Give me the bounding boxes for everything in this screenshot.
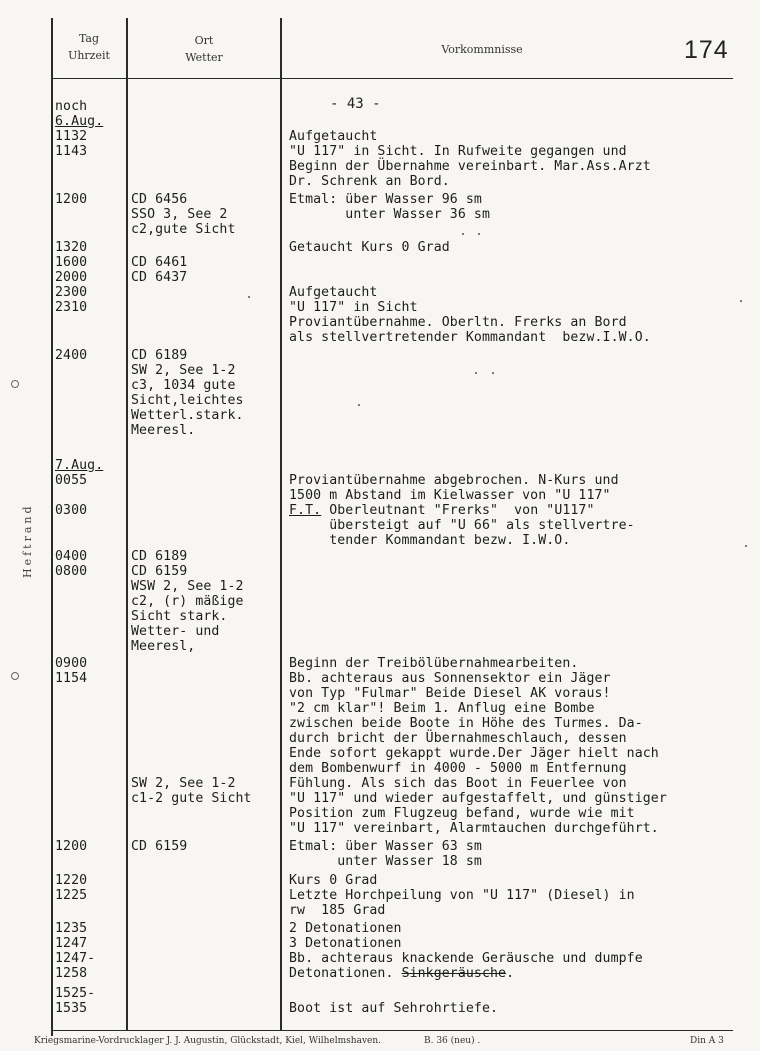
entry-event (289, 473, 619, 488)
scan-speck (740, 300, 742, 302)
punch-hole-bottom (11, 672, 19, 680)
bottom-rule (51, 1030, 733, 1031)
entry-event-text: von Typ "Fulmar" Beide Diesel AK voraus! (289, 686, 611, 701)
entry-weather: CD 6189 (131, 549, 188, 564)
entry-time: 0900 (55, 656, 88, 671)
entry-event-text: 3 Detonationen (289, 936, 402, 951)
entry-time: 2000 (55, 270, 88, 285)
entry-time: 1247- (55, 951, 96, 966)
entry-weather: Sicht stark. (131, 609, 228, 624)
header-tag: Tag (78, 32, 100, 45)
punch-hole-top (11, 380, 19, 388)
entry-weather: CD 6456 (131, 192, 188, 207)
scan-speck (462, 233, 464, 235)
header-wetter: Wetter (185, 51, 223, 64)
entry-event (289, 503, 595, 518)
entry-event-text: "2 cm klar"! Beim 1. Anflug eine Bombe (289, 701, 595, 716)
entry-event (289, 330, 651, 345)
entry-event-text: Bb. achteraus knackende Geräusche und dumpfe (289, 951, 643, 966)
entry-event-text: Etmal: über Wasser 96 sm (289, 192, 482, 207)
left-margin-line (51, 18, 53, 1036)
entry-weather: SW 2, See 1-2 (131, 776, 236, 791)
entry-time: 1535 (55, 1001, 88, 1016)
entry-event-text: Getaucht Kurs 0 Grad (289, 240, 450, 255)
entry-event (289, 921, 402, 936)
entry-weather: WSW 2, See 1-2 (131, 579, 244, 594)
entry-event (289, 791, 667, 806)
entry-time: 1220 (55, 873, 88, 888)
entry-event (289, 966, 514, 981)
entry-time: 2300 (55, 285, 88, 300)
header-events-label: Vorkommnisse (441, 43, 523, 56)
time-column-divider (126, 18, 128, 1030)
entry-event-text: tender Kommandant bezw. I.W.O. (289, 533, 571, 548)
entry-time: 2400 (55, 348, 88, 363)
entry-event (289, 839, 482, 854)
footer-paper-size: Din A 3 (690, 1036, 724, 1046)
entry-event-text: Detonationen. (289, 966, 402, 981)
entry-event (289, 518, 635, 533)
entry-event (289, 761, 627, 776)
header-time-label (52, 30, 126, 64)
entry-event-text: rw 185 Grad (289, 903, 386, 918)
entry-event-text: Oberleutnant "Frerks" von "U117" (321, 503, 595, 518)
entry-event (289, 936, 402, 951)
entry-weather: c2,gute Sicht (131, 222, 236, 237)
entry-event-text: durch bricht der Übernahmeschlauch, dessen (289, 731, 627, 746)
header-place-label (128, 32, 280, 66)
entry-event-text: Letzte Horchpeilung von "U 117" (Diesel) in (289, 888, 635, 903)
entry-event-text: zwischen beide Boote in Höhe des Turmes. Da- (289, 716, 643, 731)
entry-event (289, 671, 611, 686)
entry-event-text: übersteigt auf "U 66" als stellvertre- (289, 518, 635, 533)
page-number: 174 (684, 36, 729, 64)
entry-event-text: Bb. achteraus aus Sonnensektor ein Jäger (289, 671, 611, 686)
header-ort: Ort (194, 34, 214, 47)
entry-time: 1225 (55, 888, 88, 903)
entry-event-tail: . (506, 966, 515, 981)
entry-event-text: Proviantübernahme. Oberltn. Frerks an Bord (289, 315, 627, 330)
entry-event (289, 159, 651, 174)
entry-event (289, 821, 659, 836)
entry-event-struck: Sinkgeräusche (401, 966, 507, 981)
entry-event (289, 951, 643, 966)
entry-time: 1200 (55, 839, 88, 854)
entry-time: 1600 (55, 255, 88, 270)
entry-event-text: 2 Detonationen (289, 921, 402, 936)
entry-weather: Wetter- und (131, 624, 220, 639)
entry-event (289, 888, 635, 903)
entry-event (289, 533, 570, 548)
entry-weather: c3, 1034 gute (131, 378, 236, 393)
footer-form-number: B. 36 (neu) . (424, 1036, 481, 1046)
header-uhrzeit: Uhrzeit (68, 49, 110, 62)
entry-event-text: Ende sofort gekappt wurde.Der Jäger hielt nach (289, 746, 659, 761)
entry-weather: CD 6189 (131, 348, 188, 363)
scan-speck (475, 372, 477, 374)
entry-event-text: Position zum Flugzeug befand, wurde wie mit (289, 806, 635, 821)
entry-event-text: Fühlung. Als sich das Boot in Feuerlee von (289, 776, 627, 791)
entry-event (289, 854, 482, 869)
entry-event (289, 240, 450, 255)
entry-event-text: Etmal: über Wasser 63 sm (289, 839, 482, 854)
scan-speck (478, 233, 480, 235)
entry-event-text: "U 117" in Sicht. In Rufweite gegangen und (289, 144, 627, 159)
scan-speck (492, 372, 494, 374)
entry-time: noch (55, 99, 88, 114)
entry-time: 0400 (55, 549, 88, 564)
entry-event (289, 144, 627, 159)
entry-event (289, 731, 627, 746)
scan-speck (248, 296, 250, 298)
entry-event (289, 806, 635, 821)
scan-speck (745, 545, 747, 547)
entry-event-text: Boot ist auf Sehrohrtiefe. (289, 1001, 499, 1016)
entry-event (289, 903, 385, 918)
entry-time: 1200 (55, 192, 88, 207)
entry-event (289, 315, 627, 330)
footer-printer: Kriegsmarine-Vordrucklager J. J. Augustin, Glückstadt, Kiel, Wilhelmshaven. (34, 1036, 382, 1046)
entry-time: 0055 (55, 473, 88, 488)
entry-event (289, 873, 377, 888)
entry-event-text: Proviantübernahme abgebrochen. N-Kurs und (289, 473, 619, 488)
entry-event-text: unter Wasser 36 sm (289, 207, 490, 222)
entry-event-text: Beginn der Übernahme vereinbart. Mar.Ass.Arzt (289, 159, 651, 174)
entry-time: 1525- (55, 986, 96, 1001)
entry-time: 1320 (55, 240, 88, 255)
entry-time: 2310 (55, 300, 88, 315)
scan-speck (358, 404, 360, 406)
entry-time: 1132 (55, 129, 88, 144)
page-mark: - 43 - (330, 96, 381, 112)
entry-event-text: Aufgetaucht (289, 129, 378, 144)
entry-weather: CD 6437 (131, 270, 188, 285)
entry-event-text: "U 117" und wieder aufgestaffelt, und günstiger (289, 791, 667, 806)
entry-event (289, 285, 377, 300)
entry-event-text: "U 117" in Sicht (289, 300, 418, 315)
entry-event-text: Aufgetaucht (289, 285, 378, 300)
entry-event-text: dem Bombenwurf in 4000 - 5000 m Entfernung (289, 761, 627, 776)
entry-time: 7.Aug. (55, 458, 104, 473)
entry-time: 0800 (55, 564, 88, 579)
entry-event-text: 1500 m Abstand im Kielwasser von "U 117" (289, 488, 611, 503)
entry-time: 1235 (55, 921, 88, 936)
entry-event (289, 776, 627, 791)
entry-time: 1154 (55, 671, 88, 686)
entry-weather: Sicht,leichtes (131, 393, 244, 408)
entry-weather: CD 6159 (131, 839, 188, 854)
entry-weather: CD 6159 (131, 564, 188, 579)
entry-weather: c2, (r) mäßige (131, 594, 244, 609)
place-column-divider (280, 18, 282, 1030)
entry-event (289, 701, 595, 716)
entry-event-prefix: F.T. (289, 503, 322, 518)
side-label: Heftrand (21, 503, 34, 578)
entry-time: 1247 (55, 936, 88, 951)
entry-weather: Meeresl, (131, 639, 196, 654)
entry-weather: CD 6461 (131, 255, 188, 270)
entry-event (289, 192, 482, 207)
entry-time: 1143 (55, 144, 88, 159)
entry-event (289, 1001, 498, 1016)
entry-event (289, 656, 578, 671)
entry-event (289, 207, 490, 222)
entry-weather: c1-2 gute Sicht (131, 791, 252, 806)
entry-event (289, 746, 659, 761)
entry-time: 0300 (55, 503, 88, 518)
entry-event (289, 488, 611, 503)
entry-event (289, 300, 418, 315)
entry-event (289, 716, 643, 731)
entry-weather: SSO 3, See 2 (131, 207, 228, 222)
entry-event (289, 129, 377, 144)
entry-event (289, 174, 450, 189)
entry-event-text: Beginn der Treibölübernahmearbeiten. (289, 656, 579, 671)
entry-event-text: als stellvertretender Kommandant bezw.I.W.O. (289, 330, 651, 345)
header-rule (51, 78, 733, 79)
entry-time: 1258 (55, 966, 88, 981)
entry-event-text: "U 117" vereinbart, Alarmtauchen durchgeführt. (289, 821, 659, 836)
entry-weather: SW 2, See 1-2 (131, 363, 236, 378)
entry-time: 6.Aug. (55, 114, 104, 129)
entry-weather: Meeresl. (131, 423, 196, 438)
entry-event-text: unter Wasser 18 sm (289, 854, 482, 869)
entry-event-text: Kurs 0 Grad (289, 873, 378, 888)
entry-event (289, 686, 611, 701)
entry-weather: Wetterl.stark. (131, 408, 244, 423)
entry-event-text: Dr. Schrenk an Bord. (289, 174, 450, 189)
